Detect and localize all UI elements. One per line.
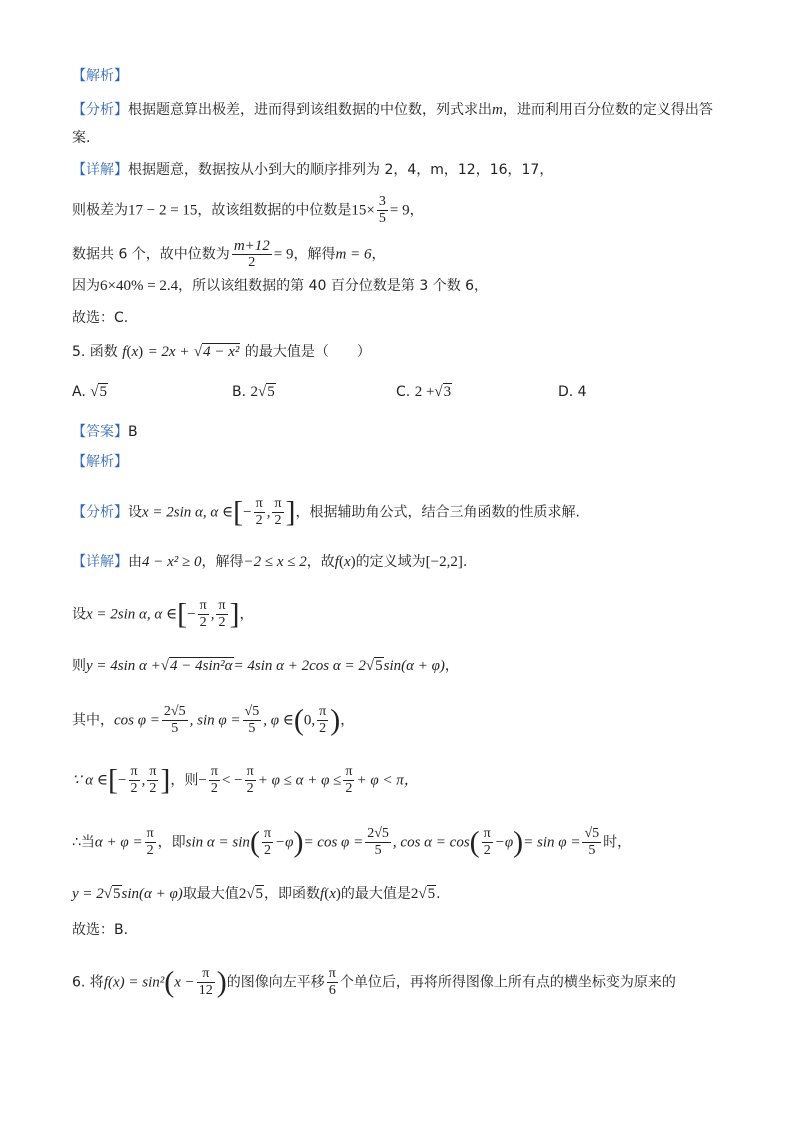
option-c[interactable]: C. 2 +√3 bbox=[396, 384, 452, 400]
fenxi-1-cont: 案. bbox=[72, 130, 91, 146]
percentile-line: 因为6×40% = 2.4，所以该组数据的第 40 百分位数是第 3 个数 6， bbox=[72, 278, 489, 294]
cos-sin-phi-line: 其中，cos φ = $\frac{2√5}{5}$ , sin φ = $\frac{√5}{5}$ , φ ∈(0, $\frac{\pi}{2}$ )， bbox=[72, 703, 355, 737]
jiexi-heading-2: 【解析】 bbox=[72, 454, 128, 470]
range-line: 则极差为17 − 2 = 15，故该组数据的中位数是15× $\frac{3}{5}$ = 9， bbox=[72, 194, 424, 226]
option-a[interactable]: A. √5 bbox=[72, 384, 107, 400]
fenxi-1: 【分析】根据题意算出极差，进而得到该组数据的中位数，列式求出m，进而利用百分位数的定义得出答 bbox=[72, 102, 713, 118]
frac-3-5: $\frac{3}{5}$ bbox=[378, 194, 386, 226]
xiangjie-1: 【详解】根据题意，数据按从小到大的顺序排列为 2，4，m，12，16，17， bbox=[72, 162, 554, 178]
answer-1: 故选：C. bbox=[72, 310, 129, 326]
let-x-line: 设x = 2sin α, α ∈[− $\frac{\pi}{2}$ , $\frac{\pi}{2}$ ]， bbox=[72, 597, 254, 631]
median-line: 数据共 6 个，故中位数为 $\frac{m+12}{2}$ = 9，解得m = 6， bbox=[72, 238, 386, 270]
option-d[interactable]: D. 4 bbox=[558, 384, 587, 400]
jiexi-heading-1: 【解析】 bbox=[72, 68, 128, 84]
daan-2: 【答案】B bbox=[72, 424, 138, 440]
fenxi-2: 【分析】设x = 2sin α, α ∈[− $\frac{\pi}{2}$ , $\frac{\pi}{2}$ ]，根据辅助角公式，结合三角函数的性质求解. bbox=[72, 495, 580, 529]
max-condition-line: ∴当α + φ = $\frac{\pi}{2}$ ，即sin α = sin( $\frac{\pi}{2}$ −φ)= cos φ = $\frac{2√5}{5}$ , cos α = cos( $\frac{\pi}{2}$ −φ)= sin φ = $\frac{√5}{5}$ 时， bbox=[72, 825, 632, 859]
range-alpha-line: ∵ α ∈[− $\frac{\pi}{2}$ , $\frac{\pi}{2}$ ]，则− $\frac{\pi}{2}$ < − $\frac{\pi}{2}$ + φ ≤ α + φ ≤ $\frac{\pi}{2}$ + φ < π， bbox=[72, 763, 419, 797]
sqrt-4-x2: √4 − x² bbox=[193, 344, 240, 360]
max-value-line: y = 2√5sin(α + φ)取最大值2√5，即函数f(x)的最大值是2√5. bbox=[72, 886, 441, 902]
answer-2: 故选：B. bbox=[72, 922, 129, 938]
option-b[interactable]: B. 2√5 bbox=[232, 384, 275, 400]
question-6: 6. 将f(x) = sin²(x − $\frac{\pi}{12}$ )的图像向左平移 $\frac{\pi}{6}$ 个单位后，再将所得图像上所有点的横坐标变为原来的 bbox=[72, 965, 676, 999]
frac-m12-2: $\frac{m+12}{2}$ bbox=[233, 238, 270, 270]
xiangjie-2: 【详解】由4 − x² ≥ 0，解得−2 ≤ x ≤ 2，故f(x)的定义域为[−2,2]. bbox=[72, 554, 468, 570]
question-5: 5. 函数 f(x) = 2x + √4 − x² 的最大值是（ ） bbox=[72, 344, 371, 360]
y-expr-line: 则y = 4sin α +√4 − 4sin²α= 4sin α + 2cos α = 2√5sin(α + φ)， bbox=[72, 658, 459, 674]
